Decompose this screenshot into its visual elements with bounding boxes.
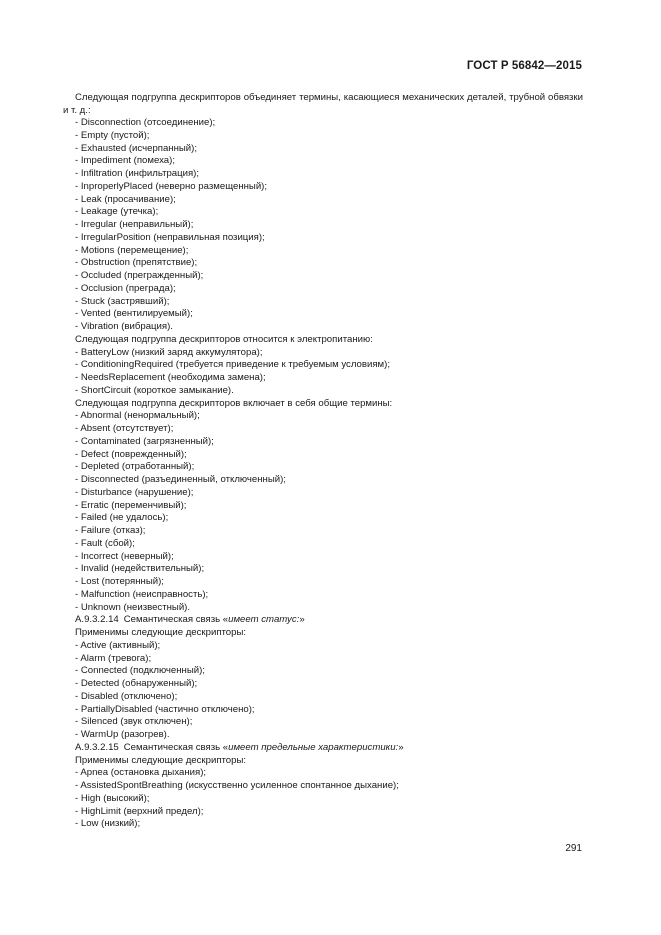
- section-number: А.9.3.2.15: [75, 741, 119, 753]
- list-item: - Failed (не удалось);: [75, 512, 169, 524]
- section-relation: имеет статус:: [228, 614, 300, 626]
- list-item: - Incorrect (неверный);: [75, 550, 174, 562]
- intro-limits: Применимы следующие дескрипторы:: [75, 754, 247, 766]
- list-item: - InproperlyPlaced (неверно размещенный);: [75, 180, 268, 192]
- list-item: - AssistedSpontBreathing (искусственно усиленное спонтанное дыхание);: [75, 780, 399, 791]
- list-item: - Erratic (переменчивый);: [75, 499, 187, 511]
- list-item: - Irregular (неправильный);: [75, 219, 194, 230]
- limits-list: [63, 767, 583, 831]
- list-item: - Contaminated (загрязненный);: [75, 435, 214, 447]
- list-item: - Lost (потерянный);: [75, 576, 164, 587]
- page-body: [63, 91, 583, 831]
- list-item: - Infiltration (инфильтрация);: [75, 168, 200, 179]
- intro-power: Следующая подгруппа дескрипторов относится к электропитанию:: [75, 333, 373, 345]
- list-item: - Silenced (звук отключен);: [75, 716, 193, 728]
- intro-mechanical: Следующая подгруппа дескрипторов объединяет термины, касающиеся механических деталей, трубной обвязки и т. д.:: [63, 92, 583, 116]
- power-list: [63, 347, 583, 398]
- section-prefix: Семантическая связь «: [123, 614, 229, 626]
- list-item: - HighLimit (верхний предел);: [75, 805, 204, 817]
- list-item: - IrregularPosition (неправильная позиция);: [75, 231, 265, 243]
- section-relation: имеет предельные характеристики:: [228, 741, 399, 753]
- section-heading-status: [63, 614, 583, 627]
- list-item: - Depleted (отработанный);: [75, 461, 195, 473]
- list-item: - Alarm (тревога);: [75, 652, 152, 664]
- list-item: - ShortCircuit (короткое замыкание).: [75, 384, 234, 396]
- list-item: - Occlusion (преграда);: [75, 282, 176, 294]
- intro-status: Применимы следующие дескрипторы:: [75, 627, 247, 638]
- section-heading-limits: [63, 742, 583, 755]
- list-item: - Disabled (отключено);: [75, 690, 178, 702]
- list-item: - NeedsReplacement (необходима замена);: [75, 372, 266, 383]
- list-item: - High (высокий);: [75, 792, 150, 804]
- standard-header: ГОСТ Р 56842—2015: [466, 60, 582, 72]
- section-suffix: »: [299, 614, 305, 626]
- list-item: - Occluded (прегражденный);: [75, 270, 204, 281]
- section-suffix: »: [398, 741, 404, 753]
- general-list: [63, 410, 583, 614]
- list-item: - Vibration (вибрация).: [75, 321, 173, 332]
- list-item: - WarmUp (разогрев).: [75, 729, 170, 740]
- intro-general: Следующая подгруппа дескрипторов включает в себя общие термины:: [75, 397, 393, 409]
- list-item: - Disconnection (отсоединение);: [75, 117, 216, 128]
- page-number: 291: [565, 843, 582, 854]
- list-item: - PartiallyDisabled (частично отключено);: [75, 703, 255, 715]
- list-item: - Detected (обнаруженный);: [75, 678, 198, 689]
- list-item: - Impediment (помеха);: [75, 155, 175, 167]
- list-item: - Active (активный);: [75, 639, 161, 651]
- list-item: - Vented (вентилируемый);: [75, 308, 193, 320]
- list-item: - Failure (отказ);: [75, 525, 146, 536]
- list-item: - ConditioningRequired (требуется приведение к требуемым условиям);: [75, 359, 390, 371]
- list-item: - Leakage (утечка);: [75, 206, 159, 218]
- list-item: - Stuck (застрявший);: [75, 295, 170, 307]
- list-item: - Obstruction (препятствие);: [75, 257, 198, 269]
- status-list: [63, 640, 583, 742]
- list-item: - Exhausted (исчерпанный);: [75, 142, 198, 154]
- list-item: - Low (низкий);: [75, 818, 141, 830]
- list-item: - Leak (просачивание);: [75, 193, 176, 205]
- list-item: - Disconnected (разъединенный, отключенный);: [75, 474, 286, 485]
- list-item: - Disturbance (нарушение);: [75, 486, 194, 498]
- list-item: - Unknown (неизвестный).: [75, 601, 191, 613]
- list-item: - Empty (пустой);: [75, 129, 150, 141]
- list-item: - Abnormal (ненормальный);: [75, 410, 200, 422]
- list-item: - Malfunction (неисправность);: [75, 588, 209, 600]
- list-item: - Fault (сбой);: [75, 537, 135, 549]
- list-item: - Apnea (остановка дыхания);: [75, 767, 207, 779]
- list-item: - Absent (отсутствует);: [75, 423, 174, 434]
- list-item: - BatteryLow (низкий заряд аккумулятора);: [75, 346, 263, 358]
- mechanical-list: [63, 117, 583, 334]
- list-item: - Invalid (недействительный);: [75, 563, 205, 575]
- section-number: А.9.3.2.14: [75, 614, 119, 626]
- section-prefix: Семантическая связь «: [123, 741, 229, 753]
- list-item: - Defect (поврежденный);: [75, 448, 187, 460]
- list-item: - Connected (подключенный);: [75, 665, 205, 677]
- list-item: - Motions (перемещение);: [75, 244, 189, 256]
